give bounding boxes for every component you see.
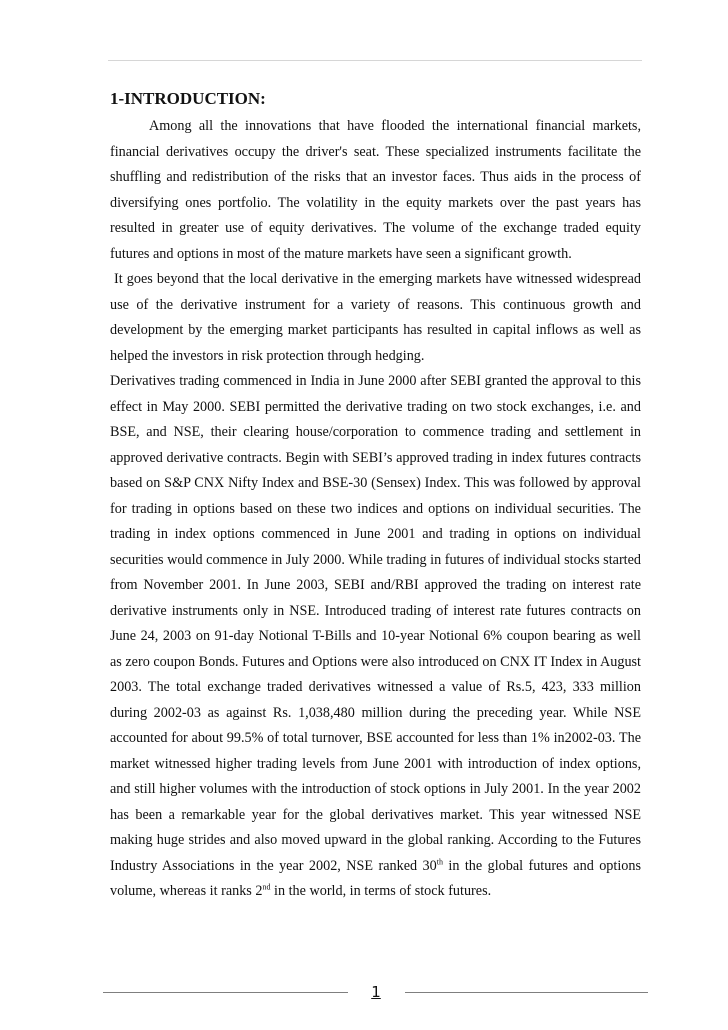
paragraph-3-text: Derivatives trading commenced in India in June 2000 after SEBI granted the approval to this effect in May 2000. SEBI permitted the derivative trading on two stock exchanges, i.e. and BSE, and NSE, their clearing house/corporation to commence trading and settlement in approved derivative contracts. Begin with SEBI’s approved trading in index futures contracts based on S&P CNX Nifty Index and BSE-30 (Sensex) Index. This was followed by approval for trading in options based on these two indices and options on individual securities. The trading in index options commenced in June 2001 and trading in options on individual securities would commence in July 2000. While trading in futures of individual stocks started from November 2001. In June 2003, SEBI and/RBI approved the trading on interest rate derivative instruments only in NSE. Introduced trading of interest rate futures contracts on June 24, 2003 on 91-day Notional T-Bills and 10-year Notional 6% coupon bearing as well as zero coupon Bonds. Futures and Options were also introduced on CNX IT Index in August 2003. The total exchange traded derivatives witnessed a value of Rs.5, 423, 333 million during 2002-03 as against Rs. 1,038,480 million during the preceding year. While NSE accounted for about 99.5% of total turnover, BSE accounted for less than 1% in2002-03. The market witnessed higher trading levels from June 2001 with introduction of index options, and still higher volumes with the introduction of stock options in July 2001. In the year 2002 has been a remarkable year for the global derivatives market. This year witnessed NSE making huge strides and also moved upward in the global ranking. According to the Futures Industry Associations in the year 2002, NSE ranked 30 bbox=[110, 373, 641, 874]
footer-rule-left bbox=[103, 992, 348, 993]
page-footer bbox=[103, 980, 648, 1004]
paragraph-2: It goes beyond that the local derivative in the emerging markets have witnessed widespread use of the derivative instrument for a variety of reasons. This continuous growth and development by the emerging market participants has resulted in capital inflows as well as helped the investors in risk protection through hedging. bbox=[110, 271, 641, 364]
document-body bbox=[110, 86, 641, 905]
paragraph-3-text-end: in the world, in terms of stock futures. bbox=[270, 883, 492, 899]
superscript-nd: nd bbox=[262, 882, 271, 892]
paragraph-3-text-continued: in the global futures and options volume, whereas it ranks 2 bbox=[110, 857, 641, 899]
paragraph-1: Among all the innovations that have flooded the international financial markets, financial derivatives occupy the driver's seat. These specialized instruments facilitate the shuffling and redistribution of the risks that an investor faces. Thus aids in the process of diversifying ones portfolio. The volatility in the equity markets over the past years has resulted in greater use of equity derivatives. The volume of the exchange traded equity futures and options in most of the mature markets have seen a significant growth. bbox=[110, 118, 641, 262]
footer-rule-right bbox=[405, 992, 648, 993]
superscript-th: th bbox=[436, 856, 443, 866]
section-heading: 1-INTRODUCTION: bbox=[110, 89, 266, 108]
page-number: 1 bbox=[371, 983, 381, 1001]
paragraph-3 bbox=[110, 369, 641, 905]
header-rule bbox=[108, 60, 642, 61]
